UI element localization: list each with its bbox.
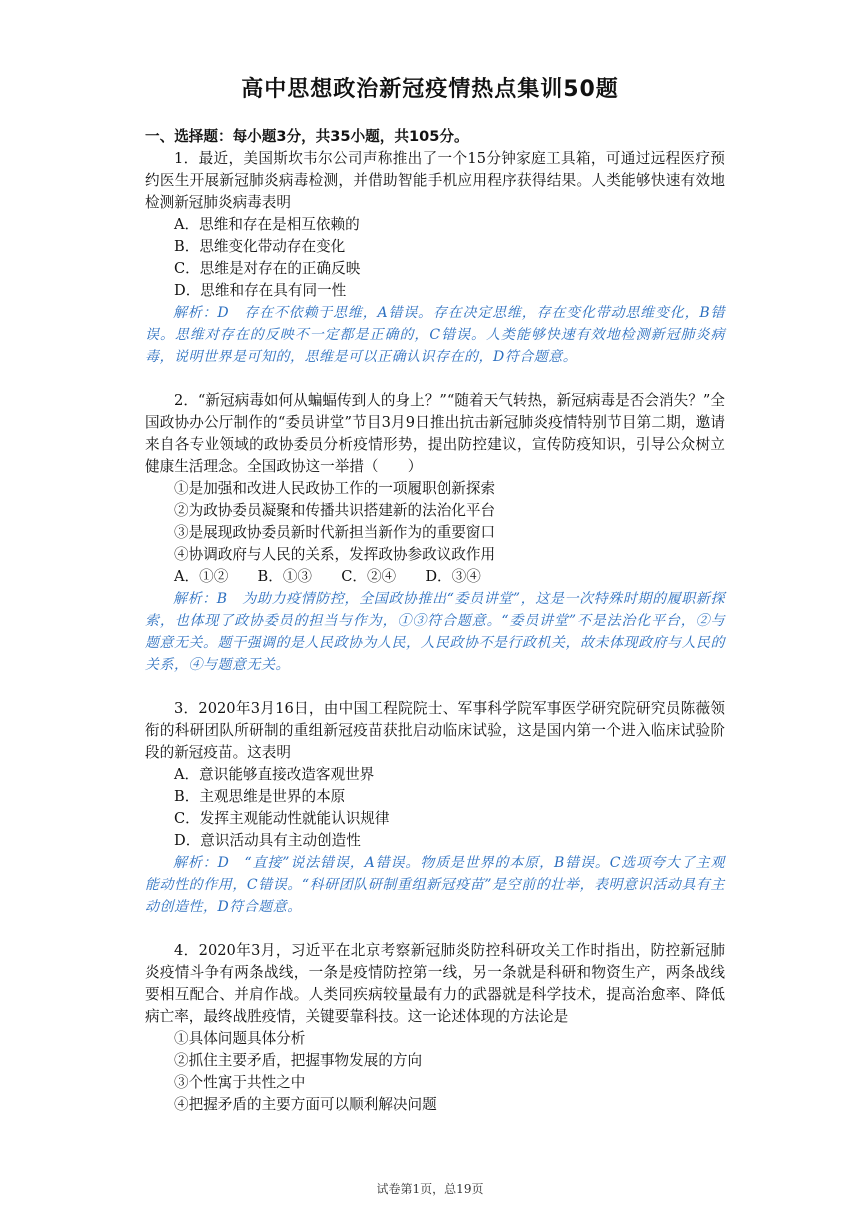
option-c: C．思维是对存在的正确反映	[174, 260, 361, 277]
question-2	[145, 390, 725, 676]
answer-choices: A．①② B．①③ C．②④ D．③④	[174, 568, 481, 585]
statement-4: ④把握矛盾的主要方面可以顺利解决问题	[174, 1096, 437, 1113]
statement-4: ④协调政府与人民的关系，发挥政协参政议政作用	[174, 546, 496, 563]
question-stem: 4．2020年3月，习近平在北京考察新冠肺炎防控科研攻关工作时指出，防控新冠肺炎疫情斗争有两条战线，一条是疫情防控第一线，另一条就是科研和物资生产，两条战线要相互配合、并肩作战。人类同疾病较量最有力的武器就是科学技术，提高治愈率、降低病亡率，最终战胜疫情，关键要靠科技。这一论述体现的方法论是	[145, 942, 725, 1025]
explanation: 解析：D “直接”说法错误，A错误。物质是世界的本原，B错误。C选项夸大了主观能动性的作用，C错误。“科研团队研制重组新冠疫苗”是空前的壮举，表明意识活动具有主动创造性，D符合题意。	[145, 855, 725, 915]
statement-2: ②为政协委员凝聚和传播共识搭建新的法治化平台	[174, 502, 496, 519]
option-d: D．思维和存在具有同一性	[174, 282, 347, 299]
document-body	[145, 126, 725, 1138]
explanation: 解析：D 存在不依赖于思维，A错误。存在决定思维，存在变化带动思维变化，B错误。思维对存在的反映不一定都是正确的，C错误。人类能够快速有效地检测新冠肺炎病毒，说明世界是可知的，思维是可以正确认识存在的，D符合题意。	[145, 305, 725, 365]
option-c: C．发挥主观能动性就能认识规律	[174, 810, 390, 827]
question-stem: 3．2020年3月16日，由中国工程院院士、军事科学院军事医学研究院研究员陈薇领衔的科研团队所研制的重组新冠疫苗获批启动临床试验，这是国内第一个进入临床试验阶段的新冠疫苗。这表明	[145, 700, 725, 761]
statement-2: ②抓住主要矛盾，把握事物发展的方向	[174, 1052, 423, 1069]
explanation: 解析：B 为助力疫情防控，全国政协推出“委员讲堂”，这是一次特殊时期的履职新探索，也体现了政协委员的担当与作为，①③符合题意。“委员讲堂”不是法治化平台，②与题意无关。题干强调的是人民政协为人民，人民政协不是行政机关，故未体现政府与人民的关系，④与题意无关。	[145, 591, 725, 673]
option-d: D．意识活动具有主动创造性	[174, 832, 361, 849]
section-heading: 一、选择题：每小题3分，共35小题，共105分。	[145, 128, 469, 145]
option-b: B．思维变化带动存在变化	[174, 238, 346, 255]
option-a: A．意识能够直接改造客观世界	[174, 766, 375, 783]
question-1	[145, 148, 725, 368]
question-4	[145, 940, 725, 1116]
statement-3: ③是展现政协委员新时代新担当新作为的重要窗口	[174, 524, 496, 541]
option-b: B．主观思维是世界的本原	[174, 788, 346, 805]
question-3	[145, 698, 725, 918]
option-a: A．思维和存在是相互依赖的	[174, 216, 360, 233]
page-footer: 试卷第1页，总19页	[376, 1182, 484, 1196]
question-stem: 1．最近，美国斯坎韦尔公司声称推出了一个15分钟家庭工具箱，可通过远程医疗预约医生开展新冠肺炎病毒检测，并借助智能手机应用程序获得结果。人类能够快速有效地检测新冠肺炎病毒表明	[145, 150, 725, 211]
question-stem: 2．“新冠病毒如何从蝙蝠传到人的身上？”“随着天气转热，新冠病毒是否会消失？”全国政协办公厅制作的“委员讲堂”节目3月9日推出抗击新冠肺炎疫情特别节目第二期，邀请来自各专业领域的政协委员分析疫情形势，提出防控建议，宣传防疫知识，引导公众树立健康生活理念。全国政协这一举措（ ）	[145, 392, 725, 475]
statement-3: ③个性寓于共性之中	[174, 1074, 306, 1091]
page-title: 高中思想政治新冠疫情热点集训50题	[241, 77, 619, 102]
statement-1: ①具体问题具体分析	[174, 1030, 306, 1047]
statement-1: ①是加强和改进人民政协工作的一项履职创新探索	[174, 480, 496, 497]
